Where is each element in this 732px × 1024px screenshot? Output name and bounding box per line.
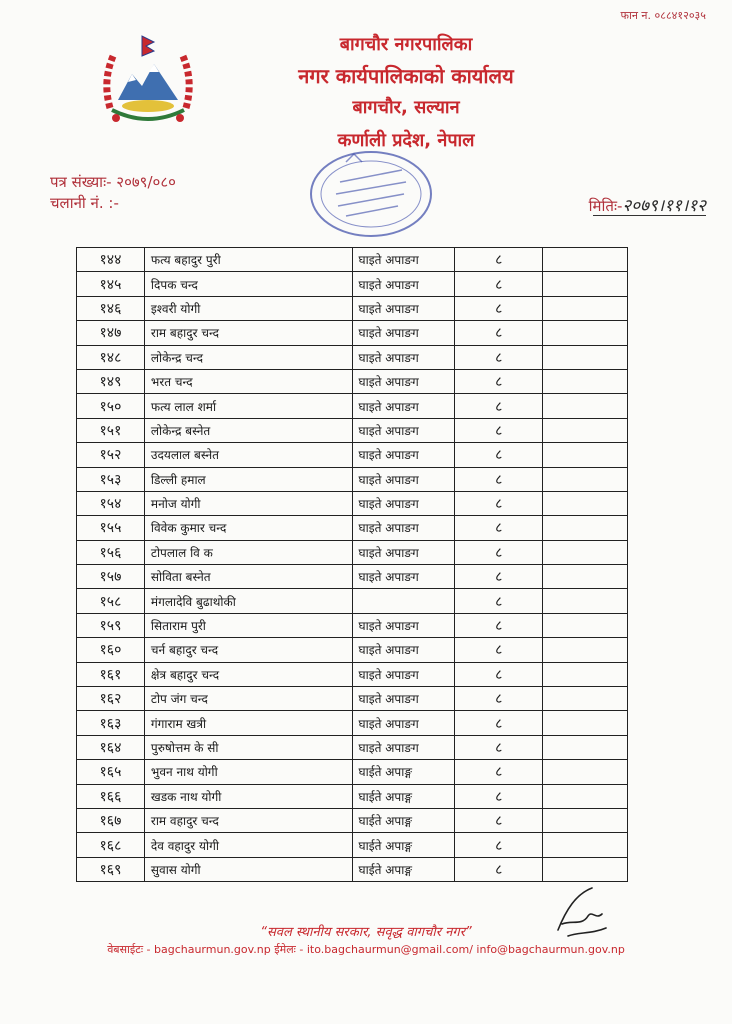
remarks-cell <box>543 760 628 784</box>
category-cell: घाइते अपाङग <box>352 418 455 442</box>
name-cell: भुवन नाथ योगी <box>144 760 352 784</box>
category-cell: घाइते अपाङग <box>352 345 455 369</box>
group-cell: ८ <box>455 857 543 881</box>
remarks-cell <box>543 443 628 467</box>
category-cell: घाइते अपाङग <box>352 540 455 564</box>
serial-number-cell: १५५ <box>77 516 145 540</box>
name-cell: क्षेत्र बहादुर चन्द <box>144 662 352 686</box>
group-cell: ८ <box>455 833 543 857</box>
category-cell: घाईते अपाङ्ग <box>352 760 455 784</box>
serial-number-cell: १५८ <box>77 589 145 613</box>
name-cell: गंगाराम खत्री <box>144 711 352 735</box>
serial-number-cell: १६३ <box>77 711 145 735</box>
serial-number-cell: १४९ <box>77 369 145 393</box>
category-cell: घाईते अपाङ्ग <box>352 784 455 808</box>
serial-number-cell: १५३ <box>77 467 145 491</box>
name-cell: पुरुषोत्तम के सी <box>144 735 352 759</box>
group-cell: ८ <box>455 565 543 589</box>
table-row <box>77 638 628 662</box>
table-row <box>77 589 628 613</box>
serial-number-cell: १६९ <box>77 857 145 881</box>
remarks-cell <box>543 711 628 735</box>
office-name: नगर कार्यपालिकाको कार्यालय <box>298 64 514 88</box>
serial-number-cell: १६० <box>77 638 145 662</box>
table-row <box>77 467 628 491</box>
remarks-cell <box>543 565 628 589</box>
remarks-cell <box>543 467 628 491</box>
remarks-cell <box>543 491 628 515</box>
remarks-cell <box>543 516 628 540</box>
date-label: मितिः- <box>588 197 623 215</box>
category-cell: घाइते अपाङग <box>352 272 455 296</box>
group-cell: ८ <box>455 248 543 272</box>
serial-number-cell: १५४ <box>77 491 145 515</box>
remarks-cell <box>543 857 628 881</box>
table-row <box>77 687 628 711</box>
serial-number-cell: १६५ <box>77 760 145 784</box>
category-cell: घाइते अपाङग <box>352 443 455 467</box>
office-location: बागचौर, सल्यान <box>352 97 460 118</box>
group-cell: ८ <box>455 516 543 540</box>
remarks-cell <box>543 833 628 857</box>
issue-date <box>589 193 706 216</box>
province-name: कर्णाली प्रदेश, नेपाल <box>337 130 475 151</box>
category-cell: घाइते अपाङग <box>352 638 455 662</box>
municipality-name: बागचौर नगरपालिका <box>339 34 473 55</box>
category-cell: घाइते अपाङग <box>352 369 455 393</box>
serial-number-cell: १६४ <box>77 735 145 759</box>
table-row <box>77 760 628 784</box>
group-cell: ८ <box>455 638 543 662</box>
serial-number-cell: १५९ <box>77 613 145 637</box>
category-cell: घाइते अपाङग <box>352 321 455 345</box>
table-row <box>77 833 628 857</box>
table-row <box>77 857 628 881</box>
phone-number: फान न. ०८८४१२०३५ <box>620 9 706 22</box>
name-cell: डिल्ली हमाल <box>144 467 352 491</box>
name-cell: खडक नाथ योगी <box>144 784 352 808</box>
table-row <box>77 711 628 735</box>
remarks-cell <box>543 394 628 418</box>
name-cell: मंगलादेवि बुढाथोकी <box>144 589 352 613</box>
date-underline <box>593 215 706 216</box>
category-cell: घाइते अपाङग <box>352 248 455 272</box>
serial-number-cell: १५२ <box>77 443 145 467</box>
name-cell: देव वहादुर योगी <box>144 833 352 857</box>
remarks-cell <box>543 638 628 662</box>
table-row <box>77 345 628 369</box>
beneficiary-table-body <box>77 248 628 882</box>
table-row <box>77 540 628 564</box>
table-row <box>77 394 628 418</box>
name-cell: सोविता बस्नेत <box>144 565 352 589</box>
date-value: २०७९।११।१२ <box>622 196 706 216</box>
group-cell: ८ <box>455 589 543 613</box>
remarks-cell <box>543 735 628 759</box>
table-row <box>77 248 628 272</box>
category-cell: घाइते अपाङग <box>352 613 455 637</box>
group-cell: ८ <box>455 760 543 784</box>
group-cell: ८ <box>455 784 543 808</box>
remarks-cell <box>543 589 628 613</box>
group-cell: ८ <box>455 808 543 832</box>
category-cell: घाइते अपाङग <box>352 735 455 759</box>
table-row <box>77 784 628 808</box>
remarks-cell <box>543 296 628 320</box>
category-cell: घाइते अपाङग <box>352 711 455 735</box>
serial-number-cell: १४८ <box>77 345 145 369</box>
serial-number-cell: १६६ <box>77 784 145 808</box>
name-cell: राम बहादुर चन्द <box>144 321 352 345</box>
table-row <box>77 369 628 393</box>
table-row <box>77 272 628 296</box>
dispatch-number: चलानी नं. :- <box>50 194 119 212</box>
category-cell: घाइते अपाङग <box>352 491 455 515</box>
letter-number: पत्र संख्याः- २०७९/०८० <box>50 173 176 191</box>
name-cell: दिपक चन्द <box>144 272 352 296</box>
table-row <box>77 321 628 345</box>
serial-number-cell: १५६ <box>77 540 145 564</box>
remarks-cell <box>543 369 628 393</box>
category-cell: घाइते अपाङग <box>352 296 455 320</box>
group-cell: ८ <box>455 735 543 759</box>
name-cell: इश्वरी योगी <box>144 296 352 320</box>
group-cell: ८ <box>455 491 543 515</box>
serial-number-cell: १६२ <box>77 687 145 711</box>
table-row <box>77 662 628 686</box>
group-cell: ८ <box>455 418 543 442</box>
table-row <box>77 491 628 515</box>
category-cell: घाइते अपाङग <box>352 516 455 540</box>
name-cell: टोपलाल वि क <box>144 540 352 564</box>
group-cell: ८ <box>455 540 543 564</box>
table-row <box>77 565 628 589</box>
group-cell: ८ <box>455 296 543 320</box>
remarks-cell <box>543 613 628 637</box>
serial-number-cell: १५० <box>77 394 145 418</box>
serial-number-cell: १४४ <box>77 248 145 272</box>
category-cell: घाईते अपाङ्ग <box>352 833 455 857</box>
group-cell: ८ <box>455 613 543 637</box>
group-cell: ८ <box>455 711 543 735</box>
name-cell: फत्य बहादुर पुरी <box>144 248 352 272</box>
footer-contact: वेबसाईटः - bagchaurmun.gov.np ईमेलः - ito.bagchaurmun@gmail.com/ info@bagchaurmun.gov.np <box>107 943 625 956</box>
remarks-cell <box>543 248 628 272</box>
category-cell <box>352 589 455 613</box>
group-cell: ८ <box>455 394 543 418</box>
name-cell: चर्न बहादुर चन्द <box>144 638 352 662</box>
beneficiary-table <box>76 247 628 882</box>
table-row <box>77 613 628 637</box>
serial-number-cell: १४५ <box>77 272 145 296</box>
remarks-cell <box>543 687 628 711</box>
name-cell: मनोज योगी <box>144 491 352 515</box>
group-cell: ८ <box>455 345 543 369</box>
remarks-cell <box>543 321 628 345</box>
remarks-cell <box>543 272 628 296</box>
name-cell: लोकेन्द्र बस्नेत <box>144 418 352 442</box>
group-cell: ८ <box>455 687 543 711</box>
serial-number-cell: १४६ <box>77 296 145 320</box>
name-cell: फत्य लाल शर्मा <box>144 394 352 418</box>
group-cell: ८ <box>455 467 543 491</box>
category-cell: घाइते अपाङग <box>352 687 455 711</box>
serial-number-cell: १६७ <box>77 808 145 832</box>
remarks-cell <box>543 418 628 442</box>
remarks-cell <box>543 540 628 564</box>
table-row <box>77 443 628 467</box>
category-cell: घाईते अपाङ्ग <box>352 808 455 832</box>
table-row <box>77 735 628 759</box>
office-stamp <box>306 148 436 240</box>
table-row <box>77 418 628 442</box>
serial-number-cell: १५१ <box>77 418 145 442</box>
group-cell: ८ <box>455 321 543 345</box>
name-cell: टोप जंग चन्द <box>144 687 352 711</box>
serial-number-cell: १६१ <box>77 662 145 686</box>
table-row <box>77 516 628 540</box>
serial-number-cell: १६८ <box>77 833 145 857</box>
serial-number-cell: १५७ <box>77 565 145 589</box>
serial-number-cell: १४७ <box>77 321 145 345</box>
footer-motto: “सवल स्थानीय सरकार, सवृद्ध वागचौर नगर” <box>260 925 472 940</box>
table-row <box>77 296 628 320</box>
name-cell: सिताराम पुरी <box>144 613 352 637</box>
handwritten-signature <box>548 880 612 944</box>
remarks-cell <box>543 784 628 808</box>
name-cell: सुवास योगी <box>144 857 352 881</box>
category-cell: घाइते अपाङग <box>352 394 455 418</box>
name-cell: राम वहादुर चन्द <box>144 808 352 832</box>
name-cell: लोकेन्द्र चन्द <box>144 345 352 369</box>
remarks-cell <box>543 345 628 369</box>
group-cell: ८ <box>455 369 543 393</box>
group-cell: ८ <box>455 272 543 296</box>
category-cell: घाइते अपाङग <box>352 662 455 686</box>
name-cell: उदयलाल बस्नेत <box>144 443 352 467</box>
category-cell: घाइते अपाङग <box>352 467 455 491</box>
table-row <box>77 808 628 832</box>
remarks-cell <box>543 662 628 686</box>
group-cell: ८ <box>455 662 543 686</box>
name-cell: विवेक कुमार चन्द <box>144 516 352 540</box>
remarks-cell <box>543 808 628 832</box>
name-cell: भरत चन्द <box>144 369 352 393</box>
category-cell: घाइते अपाङग <box>352 565 455 589</box>
category-cell: घाईते अपाङ्ग <box>352 857 455 881</box>
group-cell: ८ <box>455 443 543 467</box>
